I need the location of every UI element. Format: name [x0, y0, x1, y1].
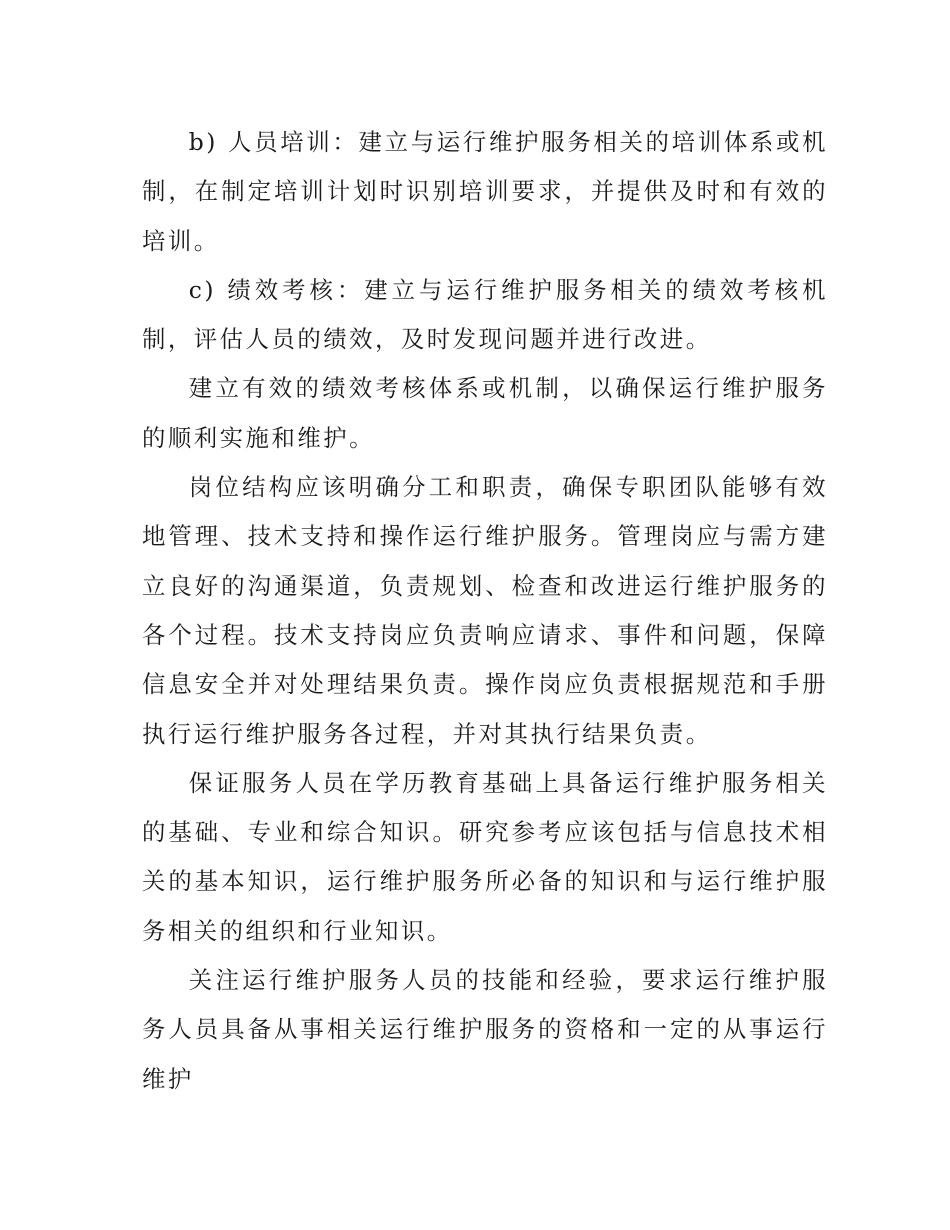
paragraph-performance-review: c) 绩效考核：建立与运行维护服务相关的绩效考核机制，评估人员的绩效，及时发现问题并进行改进。: [142, 275, 828, 354]
paragraph-post-structure: 岗位结构应该明确分工和职责，确保专职团队能够有效地管理、技术支持和操作运行维护服务。管理岗应与需方建立良好的沟通渠道，负责规划、检查和改进运行维护服务的各个过程。技术支持岗应负责响应请求、事件和问题，保障信息安全并对处理结果负责。操作岗应负责根据规范和手册执行运行维护服务各过程，并对其执行结果负责。: [142, 473, 828, 748]
paragraph-performance-system: 建立有效的绩效考核体系或机制，以确保运行维护服务的顺利实施和维护。: [142, 374, 828, 452]
document-page: [142, 118, 828, 1104]
paragraph-staff-knowledge: 保证服务人员在学历教育基础上具备运行维护服务相关的基础、专业和综合知识。研究参考应该包括与信息技术相关的基本知识，运行维护服务所必备的知识和与运行维护服务相关的组织和行业知识。: [142, 768, 828, 945]
paragraph-staff-skills: 关注运行维护服务人员的技能和经验，要求运行维护服务人员具备从事相关运行维护服务的资格和一定的从事运行维护: [142, 966, 828, 1093]
paragraph-personnel-training: b) 人员培训：建立与运行维护服务相关的培训体系或机制，在制定培训计划时识别培训要求，并提供及时和有效的培训。: [142, 128, 828, 255]
